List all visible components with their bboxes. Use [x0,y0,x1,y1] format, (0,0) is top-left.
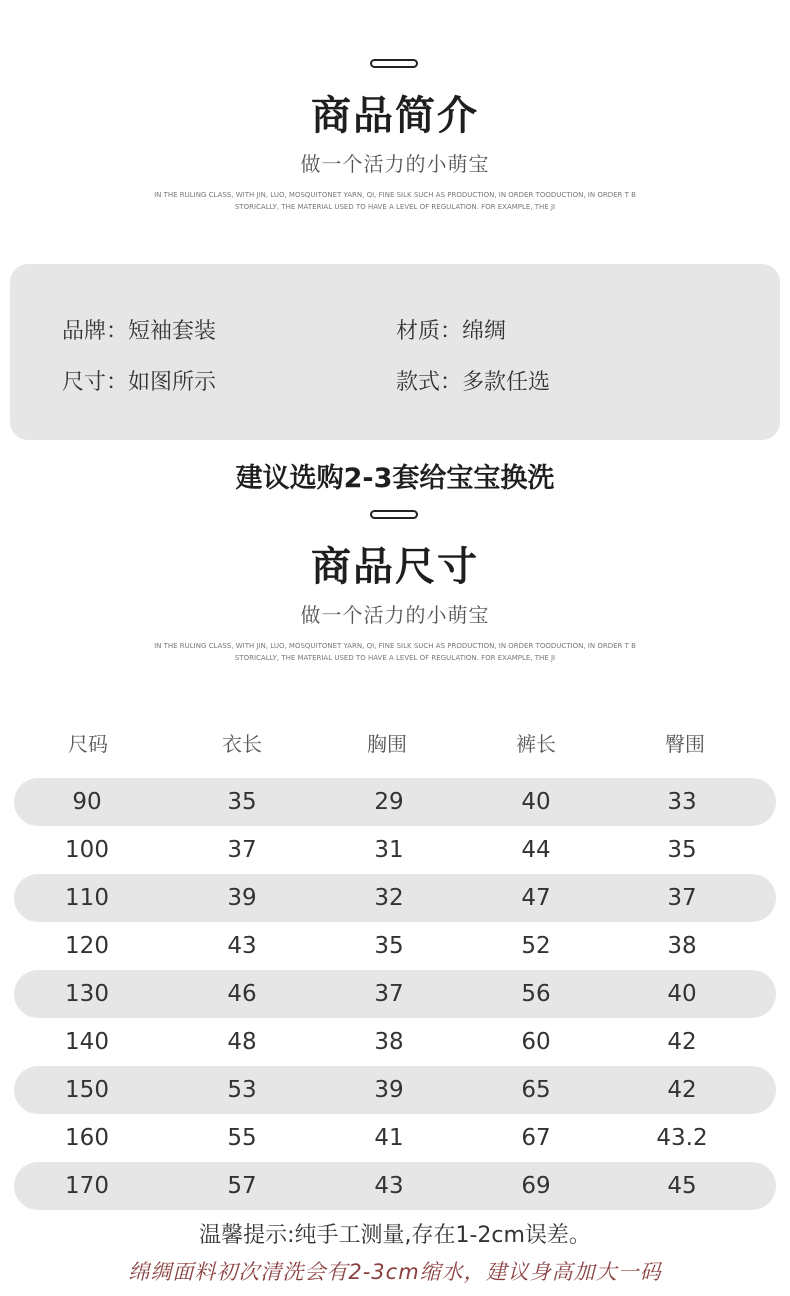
cell-size: 150 [65,1077,109,1103]
title-ornament [370,510,418,519]
cell-pants-length: 60 [521,1029,551,1055]
cell-pants-length: 65 [521,1077,551,1103]
cell-top-length: 43 [227,933,257,959]
cell-hip: 40 [667,981,697,1007]
cell-chest: 32 [374,885,404,911]
cell-chest: 31 [374,837,404,863]
product-info-card [10,264,780,440]
cell-size: 110 [65,885,109,911]
cell-chest: 38 [374,1029,404,1055]
table-row [14,1066,776,1114]
cell-pants-length: 67 [521,1125,551,1151]
shrinkage-warning: 绵绸面料初次清洗会有2-3cm缩水，建议身高加大一码 [128,1260,662,1284]
cell-pants-length: 69 [521,1173,551,1199]
table-row [14,922,776,970]
material-info: 材质：绵绸 [396,319,507,344]
size-fine-print [150,640,640,664]
table-row [14,1162,776,1210]
intro-title: 商品简介 [311,93,479,139]
size-table-header [0,728,790,758]
cell-top-length: 53 [227,1077,257,1103]
table-row [14,1114,776,1162]
title-ornament [370,59,418,68]
cell-size: 130 [65,981,109,1007]
cell-hip: 42 [667,1077,697,1103]
cell-top-length: 46 [227,981,257,1007]
cell-top-length: 35 [227,789,257,815]
cell-chest: 43 [374,1173,404,1199]
cell-size: 100 [65,837,109,863]
cell-chest: 37 [374,981,404,1007]
size-info: 尺寸：如图所示 [62,370,217,395]
measurement-tip: 温馨提示:纯手工测量,存在1-2cm误差。 [199,1223,591,1248]
cell-top-length: 55 [227,1125,257,1151]
intro-subtitle: 做一个活力的小萌宝 [300,152,490,176]
intro-fine-print [150,189,640,213]
cell-top-length: 57 [227,1173,257,1199]
cell-hip: 33 [667,789,697,815]
table-row [14,970,776,1018]
size-subtitle: 做一个活力的小萌宝 [300,603,490,627]
purchase-recommendation: 建议选购2-3套给宝宝换洗 [235,463,555,494]
intro-fine-print-line-1: IN THE RULING CLASS, WITH JIN, LUO, MOSQUITONET YARN, QI, FINE SILK SUCH AS PRODUCTION, IN ORDER TOODUCTION, IN ORDER T B [154,191,636,199]
cell-pants-length: 40 [521,789,551,815]
cell-pants-length: 47 [521,885,551,911]
cell-chest: 41 [374,1125,404,1151]
cell-hip: 38 [667,933,697,959]
cell-size: 90 [72,789,102,815]
size-fine-print-line-1: IN THE RULING CLASS, WITH JIN, LUO, MOSQUITONET YARN, QI, FINE SILK SUCH AS PRODUCTION, IN ORDER TOODUCTION, IN ORDER T B [154,642,636,650]
size-title: 商品尺寸 [311,544,479,590]
cell-top-length: 48 [227,1029,257,1055]
header-hip: 臀围 [665,732,705,756]
cell-size: 120 [65,933,109,959]
table-row [14,874,776,922]
cell-top-length: 39 [227,885,257,911]
cell-hip: 42 [667,1029,697,1055]
cell-pants-length: 56 [521,981,551,1007]
cell-pants-length: 44 [521,837,551,863]
brand-info: 品牌：短袖套装 [62,319,217,344]
header-size: 尺码 [68,732,108,756]
table-row [14,778,776,826]
header-pants-length: 裤长 [516,732,556,756]
cell-size: 170 [65,1173,109,1199]
cell-chest: 29 [374,789,404,815]
cell-chest: 39 [374,1077,404,1103]
cell-size: 160 [65,1125,109,1151]
cell-hip: 43.2 [656,1125,708,1151]
cell-hip: 45 [667,1173,697,1199]
header-chest: 胸围 [367,732,407,756]
header-top-length: 衣长 [222,732,262,756]
size-fine-print-line-2: STORICALLY, THE MATERIAL USED TO HAVE A LEVEL OF REGULATION. FOR EXAMPLE, THE JI [234,654,556,662]
cell-size: 140 [65,1029,109,1055]
cell-pants-length: 52 [521,933,551,959]
cell-hip: 35 [667,837,697,863]
cell-hip: 37 [667,885,697,911]
cell-chest: 35 [374,933,404,959]
cell-top-length: 37 [227,837,257,863]
intro-fine-print-line-2: STORICALLY, THE MATERIAL USED TO HAVE A LEVEL OF REGULATION. FOR EXAMPLE, THE JI [234,203,556,211]
table-row [14,826,776,874]
style-info: 款式：多款任选 [396,370,551,395]
table-row [14,1018,776,1066]
